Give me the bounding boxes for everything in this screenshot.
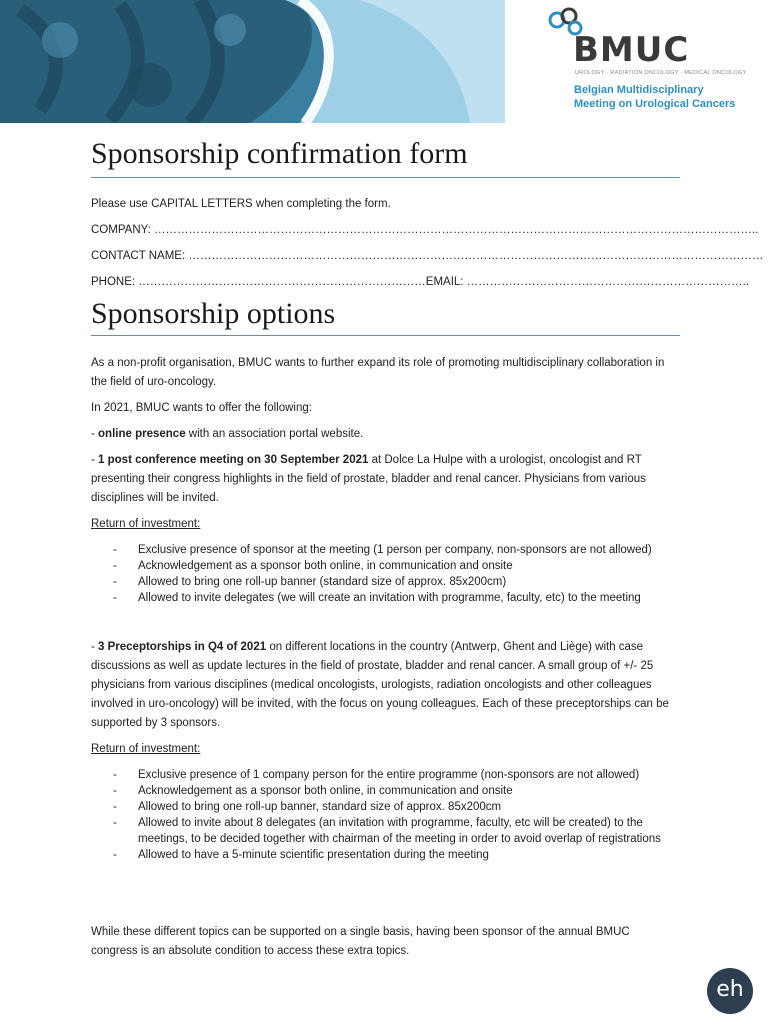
list-item-text: Acknowledgement as a sponsor both online, in communication and onsite xyxy=(138,560,513,572)
option-preceptorships xyxy=(91,638,671,733)
bullet-dash: - xyxy=(113,576,117,588)
list-item-text: Exclusive presence of sponsor at the meeting (1 person per company, non-sponsors are not allowed) xyxy=(138,544,652,556)
form-instruction: Please use CAPITAL LETTERS when completing the form. xyxy=(91,198,391,210)
bullet-dash: - xyxy=(113,544,117,556)
logo-wordmark: BMUC xyxy=(573,30,690,70)
form-title: Sponsorship confirmation form xyxy=(91,137,468,170)
bullet-dash: - xyxy=(113,592,117,604)
options-title: Sponsorship options xyxy=(91,297,336,330)
meeting-roi-label: Return of investment: xyxy=(91,518,201,530)
list-item xyxy=(113,767,673,783)
options-title-rule xyxy=(91,335,680,336)
list-item xyxy=(113,799,673,815)
list-item xyxy=(113,542,673,558)
header-graphic xyxy=(0,0,505,123)
bullet-dash: - xyxy=(113,849,117,861)
option-online-bold: online presence xyxy=(98,428,186,440)
option-precep-bold: 3 Preceptorships in Q4 of 2021 xyxy=(98,641,267,653)
options-intro: As a non-profit organisation, BMUC wants to further expand its role of promoting multidisciplinary collaboration in the field of uro-oncology. xyxy=(91,357,665,388)
bullet-dash: - xyxy=(113,801,117,813)
list-item xyxy=(113,783,673,799)
bullet-dash: - xyxy=(113,560,117,572)
eh-badge[interactable]: eh xyxy=(707,968,753,1014)
contact-name-field[interactable]: CONTACT NAME: …………………………………………………………………………………………………………………………………… xyxy=(91,250,764,262)
list-item-text: Allowed to have a 5-minute scientific presentation during the meeting xyxy=(138,849,489,861)
list-item xyxy=(113,847,673,863)
closing-note: While these different topics can be supported on a single basis, having been sponsor of the annual BMUC congress is an absolute condition to access these extra topics. xyxy=(91,926,630,957)
bullet-dash: - xyxy=(113,785,117,797)
list-item-text: Acknowledgement as a sponsor both online, in communication and onsite xyxy=(138,785,513,797)
option-online-dash: - xyxy=(91,428,99,440)
option-precep-rest: on different locations in the country (Antwerp, Ghent and Liège) with case discussions as well as update lectures in the field of prostate, bladder and renal cancer. A small group of +/- 25 physicians from various disciplines (medical oncologists, urologists, radiation oncologists and other colleagues involved in uro-oncology) will be invited, with the focus on young colleagues. Each of these preceptorships can be supported by 3 sponsors. xyxy=(91,641,669,729)
option-meeting-rest: at Dolce La Hulpe with a urologist, oncologist and RT presenting their congress highlights in the field of prostate, bladder and renal cancer. Physicians from various disciplines will be invited. xyxy=(91,454,646,504)
logo-full-name-line2: Meeting on Urological Cancers xyxy=(574,98,736,110)
precep-roi-label: Return of investment: xyxy=(91,743,201,755)
form-title-rule xyxy=(91,177,680,178)
list-item xyxy=(113,574,673,590)
meeting-roi-list xyxy=(113,542,673,606)
header-image xyxy=(0,0,505,123)
list-item xyxy=(113,815,673,847)
list-item-text: Allowed to bring one roll-up banner, standard size of approx. 85x200cm xyxy=(138,801,502,813)
option-precep-dash: - xyxy=(91,641,99,653)
list-item-text: Allowed to invite about 8 delegates (an invitation with programme, faculty, etc will be created) to the meetings, to be decided together with chairman of the meeting in order to avoid overlap of registrations xyxy=(138,817,661,845)
bullet-dash: - xyxy=(113,817,117,829)
list-item xyxy=(113,590,673,606)
phone-email-field[interactable]: PHONE: …………………………………………………………………EMAIL: ……………………………………………………………….. xyxy=(91,276,750,288)
option-meeting xyxy=(91,451,671,508)
list-item xyxy=(113,558,673,574)
option-online-presence xyxy=(91,425,671,444)
list-item-text: Allowed to invite delegates (we will create an invitation with programme, faculty, etc) to the meeting xyxy=(138,592,641,604)
bmuc-logo xyxy=(545,6,747,116)
company-field[interactable]: COMPANY: ………………………………………………………………………………………………………………………………………….. xyxy=(91,224,759,236)
option-meeting-bold: 1 post conference meeting on 30 September 2021 xyxy=(98,454,369,466)
list-item-text: Exclusive presence of 1 company person for the entire programme (non-sponsors are not allowed) xyxy=(138,769,640,781)
logo-tagline: UROLOGY · RADIATION ONCOLOGY · MEDICAL ONCOLOGY xyxy=(575,70,747,76)
logo-full-name xyxy=(574,83,735,111)
list-item-text: Allowed to bring one roll-up banner (standard size of approx. 85x200cm) xyxy=(138,576,507,588)
bullet-dash: - xyxy=(113,769,117,781)
options-year-intro: In 2021, BMUC wants to offer the following: xyxy=(91,402,312,414)
option-meeting-dash: - xyxy=(91,454,99,466)
logo-full-name-line1: Belgian Multidisciplinary xyxy=(574,84,704,96)
precep-roi-list xyxy=(113,767,673,863)
option-online-rest: with an association portal website. xyxy=(185,428,364,440)
